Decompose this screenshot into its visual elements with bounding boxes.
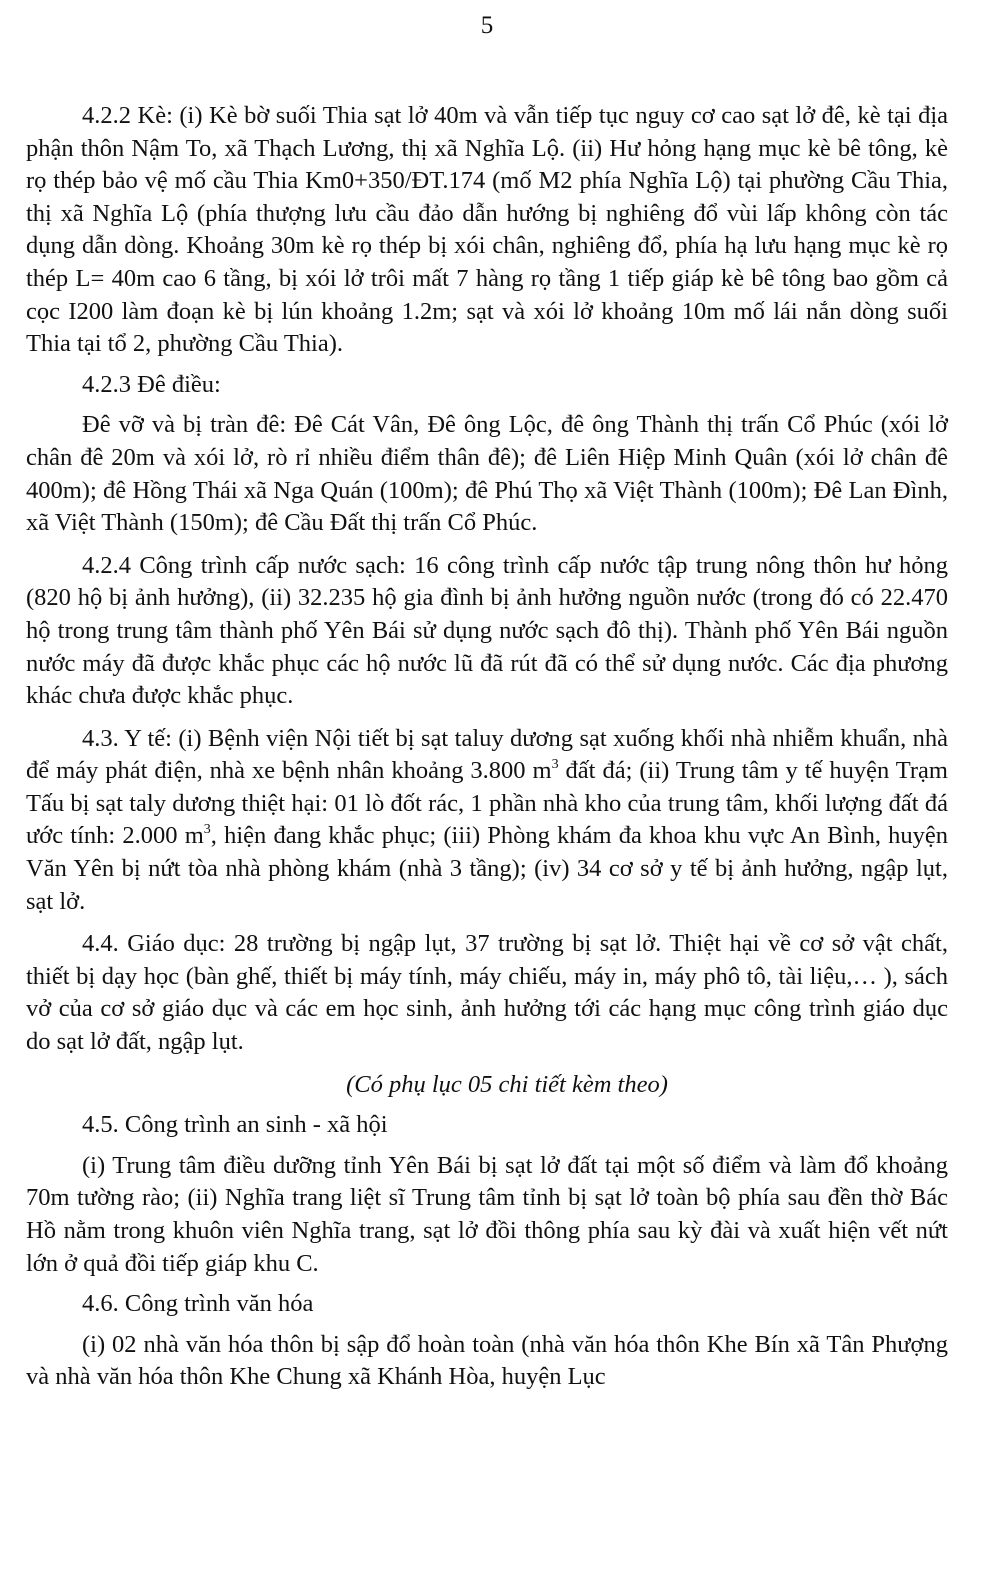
document-body [26,100,948,1394]
section-4-5-paragraph: (i) Trung tâm điều dưỡng tỉnh Yên Bái bị sạt lở đất tại một số điểm và làm đổ khoảng 70m tường rào; (ii) Nghĩa trang liệt sĩ Trung tâm tỉnh bị sạt lở toàn bộ phía sau đền thờ Bác Hồ nằm trong khuôn viên Nghĩa trang, sạt lở đồi thông phía sau kỳ đài và xuất hiện vết nứt lớn ở quả đồi tiếp giáp khu C. [26,1151,948,1277]
section-4-5-heading: 4.5. Công trình an sinh - xã hội [82,1111,388,1139]
section-4-6-paragraph: (i) 02 nhà văn hóa thôn bị sập đổ hoàn toàn (nhà văn hóa thôn Khe Bín xã Tân Phượng và nhà văn hóa thôn Khe Chung xã Khánh Hòa, huyện Lục [26,1330,948,1391]
section-4-4-paragraph: 4.4. Giáo dục: 28 trường bị ngập lụt, 37 trường bị sạt lở. Thiệt hại về cơ sở vật chất, thiết bị dạy học (bàn ghế, thiết bị máy tính, máy chiếu, máy in, máy phô tô, tài liệu,… ), sách vở của cơ sở giáo dục và các em học sinh, ảnh hưởng tới các hạng mục công trình giáo dục do sạt lở đất, ngập lụt. [26,930,948,1056]
section-4-3-text-part-1: 4.3. Y tế: (i) Bệnh viện Nội tiết bị sạt taluy dương sạt xuống khối nhà nhiễm khuẩn, nhà để máy phát điện, nhà xe bệnh nhân khoảng 3.800 m [26,724,948,785]
appendix-note: (Có phụ lục 05 chi tiết kèm theo) [346,1070,668,1098]
section-4-3-text-part-3: , hiện đang khắc phục; (iii) Phòng khám đa khoa khu vực An Bình, huyện Văn Yên bị nứt tòa nhà phòng khám (nhà 3 tầng); (iv) 34 cơ sở y tế bị ảnh hưởng, ngập lụt, sạt lở. [26,822,949,915]
document-page [26,0,948,1596]
section-4-2-2-paragraph: 4.2.2 Kè: (i) Kè bờ suối Thia sạt lở 40m và vẫn tiếp tục nguy cơ cao sạt lở đê, kè tại địa phận thôn Nậm To, xã Thạch Lương, thị xã Nghĩa Lộ. (ii) Hư hỏng hạng mục kè bê tông, kè rọ thép bảo vệ mố cầu Thia Km0+350/ĐT.174 (mố M2 phía Nghĩa Lộ) tại phường Cầu Thia, thị xã Nghĩa Lộ (phía thượng lưu cầu đảo dẫn hướng bị nghiêng đổ vùi lấp không còn tác dụng dẫn dòng. Khoảng 30m kè rọ thép bị xói chân, nghiêng đổ, phía hạ lưu hạng mục kè rọ thép L= 40m cao 6 tầng, bị xói lở trôi mất 7 hàng rọ tầng 1 tiếp giáp kè bê tông bao gồm cả cọc I200 làm đoạn kè bị lún khoảng 1.2m; sạt và xói lở khoảng 10m mố lái nắn dòng suối Thia tại tổ 2, phường Cầu Thia). [26,102,948,358]
section-4-2-4-paragraph: 4.2.4 Công trình cấp nước sạch: 16 công trình cấp nước tập trung nông thôn hư hỏng (820 hộ bị ảnh hưởng), (ii) 32.235 hộ gia đình bị ảnh hưởng nguồn nước (trong đó có 22.470 hộ trong trung tâm thành phố Yên Bái sử dụng nước sạch đô thị). Thành phố Yên Bái nguồn nước máy đã được khắc phục các hộ nước lũ đã rút đã có thể sử dụng nước. Các địa phương khác chưa được khắc phục. [26,551,948,710]
cubic-superscript-2: 3 [203,822,211,838]
section-4-3-paragraph [26,723,948,919]
page-number: 5 [480,12,494,39]
cubic-superscript-1: 3 [551,757,559,773]
section-4-2-3-paragraph: Đê vỡ và bị tràn đê: Đê Cát Vân, Đê ông Lộc, đê ông Thành thị trấn Cổ Phúc (xói lở chân đê 20m và xói lở, rò rỉ nhiều điểm thân đê); đê Liên Hiệp Minh Quân (xói lở chân đê 400m); đê Hồng Thái xã Nga Quán (100m); đê Phú Thọ xã Việt Thành (100m); Đê Lan Đình, xã Việt Thành (150m); đê Cầu Đất thị trấn Cổ Phúc. [26,411,948,537]
section-4-3-text-part-2: đất đá; (ii) Trung tâm y tế huyện Trạm Tấu bị sạt taly dương thiệt hại: 01 lò đốt rác, 1 phần nhà kho của trung tâm, khối lượng đất đá ước tính: 2.000 m [26,757,948,850]
section-4-6-heading: 4.6. Công trình văn hóa [82,1290,314,1318]
section-4-2-3-heading: 4.2.3 Đê điều: [82,370,221,398]
